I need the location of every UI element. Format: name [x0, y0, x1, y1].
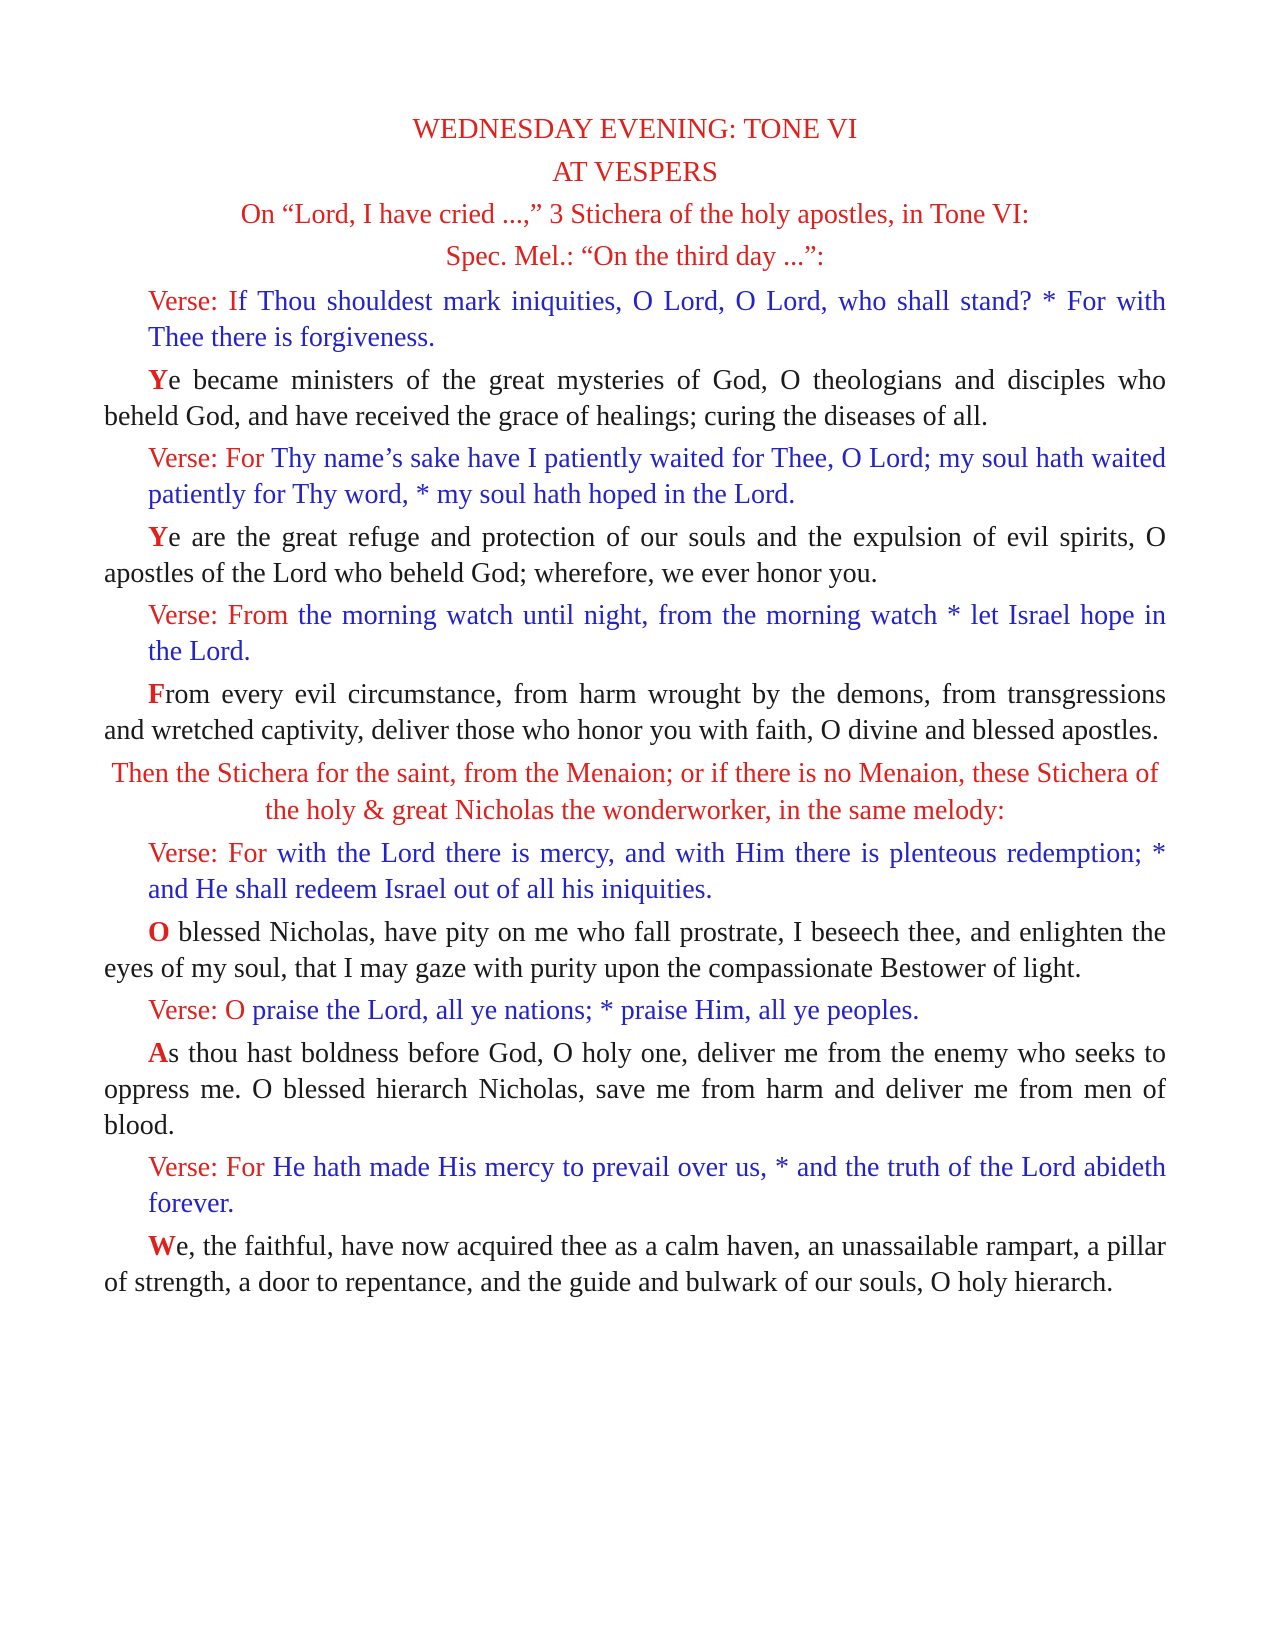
- initial-letter: O: [148, 917, 170, 948]
- verse: Verse: For He hath made His mercy to prevail over us, * and the truth of the Lord abideth forever.: [148, 1152, 1166, 1219]
- initial-letter: A: [148, 1038, 169, 1069]
- rubric-melody: Spec. Mel.: “On the third day ...”:: [445, 241, 825, 272]
- verse: Verse: If Thou shouldest mark iniquities, O Lord, O Lord, who shall stand? * For with Thee there is forgiveness.: [148, 286, 1166, 353]
- initial-letter: Y: [148, 522, 169, 553]
- initial-letter: F: [148, 679, 166, 710]
- verse: Verse: For with the Lord there is mercy, and with Him there is plenteous redemption; * and He shall redeem Israel out of all his iniquities.: [148, 838, 1166, 905]
- page-title: WEDNESDAY EVENING: TONE VI: [412, 113, 858, 145]
- page-subtitle: AT VESPERS: [552, 156, 718, 188]
- sticheron: Ye became ministers of the great mysteries of God, O theologians and disciples who beheld God, and have received the grace of healings; curing the diseases of all.: [104, 365, 1166, 432]
- rubric-menaion: Then the Stichera for the saint, from the Menaion; or if there is no Menaion, these Stichera of the holy & great Nicholas the wonderworker, in the same melody:: [111, 758, 1159, 826]
- initial-letter: Y: [148, 365, 169, 396]
- verse: Verse: From the morning watch until night, from the morning watch * let Israel hope in the Lord.: [148, 600, 1166, 667]
- verse: Verse: O praise the Lord, all ye nations; * praise Him, all ye peoples.: [148, 995, 920, 1026]
- sticheron: Ye are the great refuge and protection of our souls and the expulsion of evil spirits, O apostles of the Lord who beheld God; wherefore, we ever honor you.: [104, 522, 1166, 589]
- document-page: [104, 108, 1166, 1307]
- sticheron: We, the faithful, have now acquired thee as a calm haven, an unassailable rampart, a pillar of strength, a door to repentance, and the guide and bulwark of our souls, O holy hierarch.: [104, 1231, 1166, 1298]
- initial-letter: W: [148, 1231, 176, 1262]
- rubric-intro: On “Lord, I have cried ...,” 3 Stichera of the holy apostles, in Tone VI:: [240, 199, 1030, 230]
- sticheron: O blessed Nicholas, have pity on me who fall prostrate, I beseech thee, and enlighten the eyes of my soul, that I may gaze with purity upon the compassionate Bestower of light.: [104, 917, 1166, 984]
- sticheron: As thou hast boldness before God, O holy one, deliver me from the enemy who seeks to oppress me. O blessed hierarch Nicholas, save me from harm and deliver me from men of blood.: [104, 1038, 1166, 1141]
- sticheron: From every evil circumstance, from harm wrought by the demons, from transgressions and wretched captivity, deliver those who honor you with faith, O divine and blessed apostles.: [104, 679, 1166, 746]
- verse: Verse: For Thy name’s sake have I patiently waited for Thee, O Lord; my soul hath waited patiently for Thy word, * my soul hath hoped in the Lord.: [148, 443, 1166, 510]
